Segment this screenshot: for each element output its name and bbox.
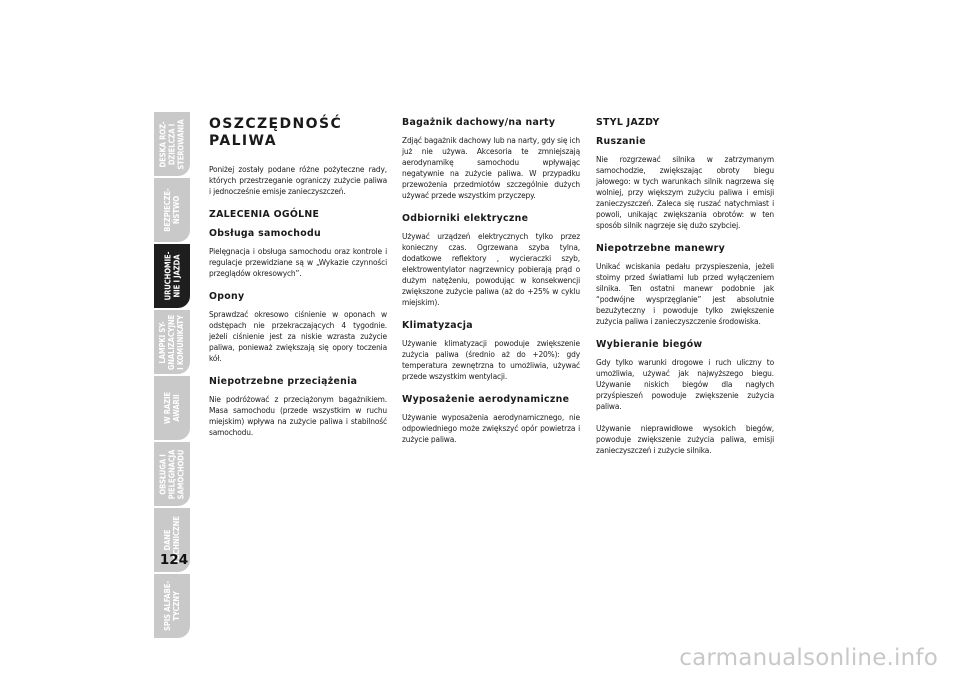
tab-label: URUCHOMIE- NIE I JAZDA — [163, 251, 181, 301]
tab-label: OBSŁUGA I PIELĘGNACJA SAMOCHODU — [158, 449, 186, 499]
column-right — [596, 116, 774, 467]
tab-w-razie-awarii[interactable] — [154, 376, 190, 440]
column-left — [209, 116, 387, 449]
heading-tyres: Opony — [209, 291, 245, 302]
section-heading-driving-style: STYL JAZDY — [596, 117, 660, 128]
heading-overload: Niepotrzebne przeciążenia — [209, 376, 358, 387]
paragraph-overload: Nie podróżować z przeciążonym bagażnikiem. Masa samochodu (przede wszystkim w ruchu miejskim) wpływa na zużycie paliwa i stabilność samochodu. — [209, 394, 387, 437]
tab-label: BEZPIECZE- ŃSTWO — [163, 188, 182, 232]
section-heading-general: ZALECENIA OGÓLNE — [209, 209, 320, 220]
paragraph-aerodynamic: Używanie wyposażenia aerodynamicznego, nie odpowiedniego może zwiększyć opór powietrza i zużycie paliwa. — [402, 412, 580, 444]
heading-aerodynamic: Wyposażenie aerodynamiczne — [402, 394, 570, 405]
heading-electrical: Odbiorniki elektryczne — [402, 213, 529, 224]
heading-roof-rack: Bagażnik dachowy/na narty — [402, 117, 556, 128]
tab-uruchomienie-i-jazda[interactable] — [154, 244, 190, 308]
tab-label: LAMPKI SY- GNALIZACYJNE I KOMUNIKATY — [158, 314, 186, 370]
tab-bezpieczenstwo[interactable] — [154, 178, 190, 242]
paragraph-tyres: Sprawdzać okresowo ciśnienie w oponach w odstępach nie przekraczających 4 tygodnie. jeżeli ciśnienie jest za niskie wzrasta zużycie paliwa, ponieważ zwiększają się opory toczenia kół. — [209, 309, 387, 363]
tab-deska-rozdzielcza[interactable] — [154, 112, 190, 176]
watermark: carmanualsonline.info — [679, 645, 938, 671]
paragraph-high-gears: Używanie nieprawidłowe wysokich biegów, powoduje zwiększenie zużycia paliwa, emisji zanieczyszczeń i zużycie silnika. — [596, 423, 774, 455]
page-title: OSZCZĘDNOŚĆ PALIWA — [209, 116, 343, 149]
paragraph-gear-selection: Gdy tylko warunki drogowe i ruch uliczny to umożliwia, używać jak najwyższego biegu. Używanie niskich biegów dla nagłych przyśpieszeń powoduje zwiększenie zużycia paliwa. — [596, 357, 774, 411]
tab-label: DESKA ROZ- DZIELCZA I STEROWANIA — [158, 118, 186, 170]
paragraph-maintenance: Pielęgnacja i obsługa samochodu oraz kontrole i regulacje przewidziane są w „Wykazie czynności przeglądów okresowych”. — [209, 246, 387, 278]
heading-maintenance: Obsługa samochodu — [209, 228, 321, 239]
column-middle — [402, 116, 580, 456]
paragraph-air-conditioning: Używanie klimatyzacji powoduje zwiększenie zużycia paliwa (średnio aż do +20%): gdy temperatura zewnętrzna to umożliwia, używać przede wszystkim wentylacji. — [402, 338, 580, 381]
heading-unnecessary-manoeuvres: Niepotrzebne manewry — [596, 243, 726, 254]
tab-obsluga-i-pielegnacja[interactable] — [154, 442, 190, 506]
tab-label: DANE TECHNICZNE — [163, 516, 182, 564]
heading-air-conditioning: Klimatyzacja — [402, 320, 473, 331]
tab-lampki-sygnalizacyjne[interactable] — [154, 310, 190, 374]
heading-gear-selection: Wybieranie biegów — [596, 339, 703, 350]
paragraph-starting: Nie rozgrzewać silnika w zatrzymanym samochodzie, zwiększając obroty biegu jałowego: w tych warunkach silnik nagrzewa się wolniej, przy większym zużyciu paliwa i emisji zanieczyszczeń. Zaleca się ruszać natychmiast i powoli, unikając zwiększania obrotów: w ten sposób silnik nagrzeje się dużo szybciej. — [596, 154, 774, 230]
paragraph-electrical: Używać urządzeń elektrycznych tylko przez konieczny czas. Ogrzewana szyba tylna, dodatkowe reflektory , wycieraczki szyb, elektrowentylator nagrzewnicy pobierają prąd o dużym natężeniu, powodując w konsekwencji zwiększone zużycie paliwa (aż do +25% w cyklu miejskim). — [402, 231, 580, 307]
paragraph-unnecessary-manoeuvres: Unikać wciskania pedału przyspieszenia, jeżeli stoimy przed światłami lub przed wyłączeniem silnika. Ten ostatni manewr podobnie jak “podwójne wysprzęglanie” jest absolutnie bezużyteczny i powoduje tylko zwiększenie zużycia paliwa i zanieczyszczenie środowiska. — [596, 261, 774, 326]
tab-label: W RAZIE AWARII — [163, 392, 181, 424]
tab-label: SPIS ALFABE- TYCZNY — [163, 581, 181, 631]
page-number: 124 — [159, 552, 189, 568]
heading-starting: Ruszanie — [596, 136, 646, 147]
intro-paragraph: Poniżej zostały podane różne pożyteczne rady, których przestrzeganie ograniczy zużycie paliwa i jednocześnie emisje zanieczyszczeń. — [209, 164, 387, 196]
tab-spis-alfabetyczny[interactable] — [154, 574, 190, 638]
paragraph-roof-rack: Zdjąć bagażnik dachowy lub na narty, gdy się ich już nie używa. Akcesoria te zmniejszają aerodynamikę samochodu wpływając negatywnie na zużycie paliwa. W przypadku przewożenia przedmiotów szczególnie dużych używać przede wszystkim przyczepy. — [402, 135, 580, 200]
